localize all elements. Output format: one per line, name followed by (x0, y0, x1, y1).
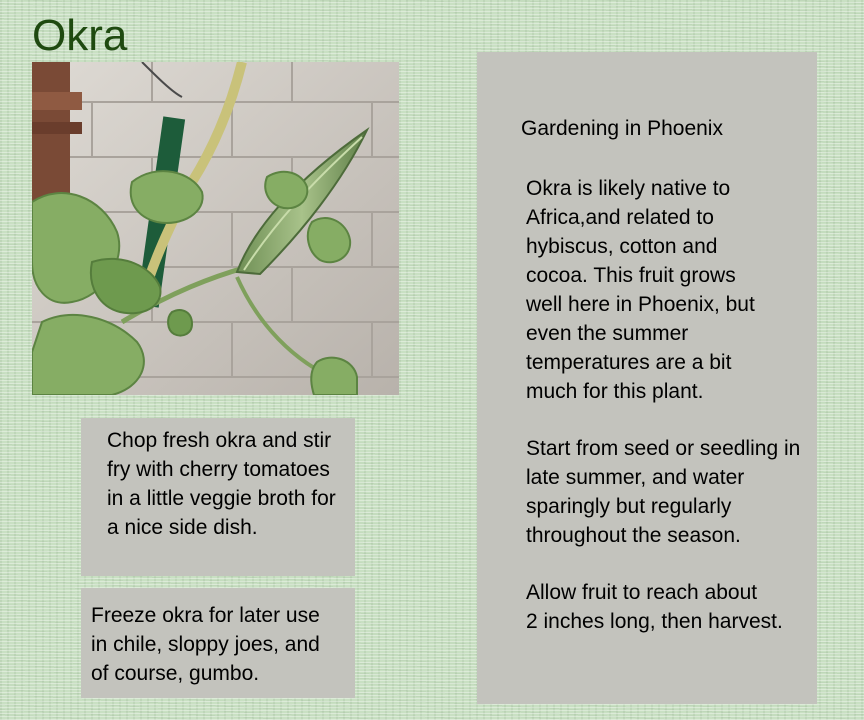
freeze-line-3: of course, gumbo. (91, 662, 260, 685)
harvest-line-2: 2 inches long, then harvest. (526, 610, 783, 633)
okra-plant-photo (32, 62, 399, 395)
page-title: Okra (32, 11, 128, 60)
recipe-tip-panel (81, 418, 355, 576)
planting-paragraph: Start from seed or seedling in late summer, and water sparingly but regularly throughout the season. (526, 437, 801, 547)
origin-paragraph: Okra is likely native to Africa,and related to hybiscus, cotton and cocoa. This fruit grows well here in Phoenix, but even the summer temperatures are a bit much for this plant. (526, 177, 755, 403)
harvest-paragraph (526, 578, 826, 636)
freeze-line-1: Freeze okra for later use (91, 604, 320, 627)
freeze-tip-panel (81, 588, 355, 698)
gardening-info-panel (477, 52, 817, 704)
freeze-tip-text (91, 601, 355, 688)
freeze-line-2: in chile, sloppy joes, and (91, 633, 320, 656)
panel-heading: Gardening in Phoenix (521, 117, 723, 140)
harvest-line-1: Allow fruit to reach about (526, 581, 758, 604)
recipe-tip-text: Chop fresh okra and stir fry with cherry tomatoes in a little veggie broth for a nice side dish. (107, 429, 336, 539)
